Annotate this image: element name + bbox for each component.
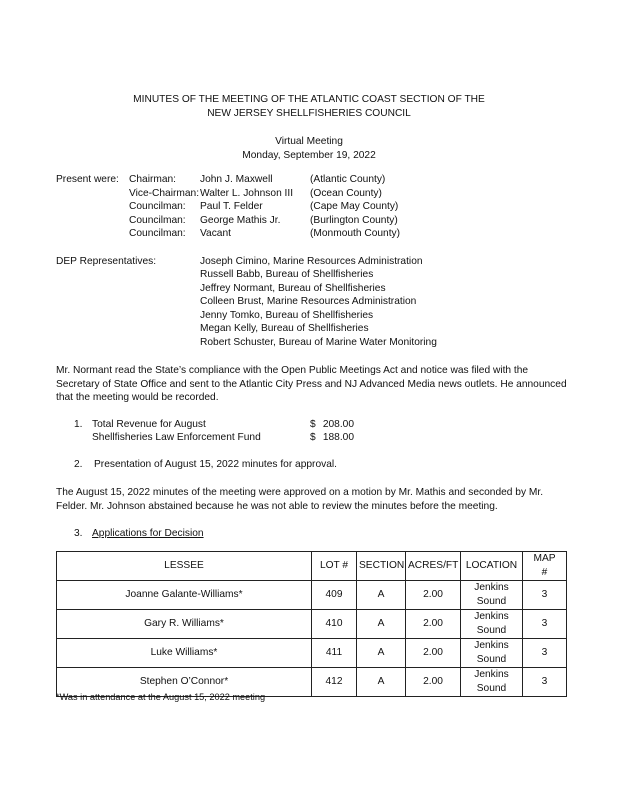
header-map (523, 552, 567, 581)
dep-rep: Robert Schuster, Bureau of Marine Water Monitoring (200, 337, 437, 348)
cell-section: A (357, 668, 406, 697)
fund-value: 188.00 (322, 432, 354, 443)
header-acres: ACRES/FT (406, 552, 461, 581)
dep-rep: Jeffrey Normant, Bureau of Shellfisheries (200, 283, 386, 294)
cell-lot: 409 (312, 581, 357, 610)
cell-map: 3 (523, 581, 567, 610)
dep-rep: Joseph Cimino, Marine Resources Administration (200, 256, 423, 267)
revenue-label: Total Revenue for August (92, 419, 206, 430)
dep-label: DEP Representatives: (56, 256, 157, 267)
member-county: (Burlington County) (310, 215, 398, 226)
cell-lot: 410 (312, 610, 357, 639)
cell-map: 3 (523, 668, 567, 697)
cell-location (461, 581, 523, 610)
member-name: Paul T. Felder (200, 201, 263, 212)
member-name: Vacant (200, 228, 231, 239)
document-title-line-1: MINUTES OF THE MEETING OF THE ATLANTIC COAST SECTION OF THE (133, 94, 485, 105)
fund-label: Shellfisheries Law Enforcement Fund (92, 432, 261, 443)
applications-table (56, 551, 567, 697)
currency-symbol: $ (310, 432, 316, 443)
location-line: Jenkins (474, 582, 509, 593)
table-row (57, 639, 567, 668)
cell-lessee: Gary R. Williams* (57, 610, 312, 639)
header-lessee: LESSEE (57, 552, 312, 581)
table-row (57, 610, 567, 639)
paragraph-open-meetings-line: that the meeting would be recorded. (56, 392, 219, 403)
cell-acres: 2.00 (406, 639, 461, 668)
location-line: Sound (476, 596, 507, 607)
dep-rep: Colleen Brust, Marine Resources Administration (200, 296, 417, 307)
member-name: Walter L. Johnson III (200, 188, 294, 199)
cell-lessee: Stephen O’Connor* (57, 668, 312, 697)
member-county: (Monmouth County) (310, 228, 401, 239)
cell-section: A (357, 581, 406, 610)
cell-location (461, 668, 523, 697)
table-row (57, 581, 567, 610)
member-county: (Cape May County) (310, 201, 399, 212)
header-section: SECTION (357, 552, 406, 581)
item-number: 3. (74, 528, 83, 539)
header-lot: LOT # (312, 552, 357, 581)
table-header-row (57, 552, 567, 581)
cell-acres: 2.00 (406, 581, 461, 610)
paragraph-open-meetings-line: Secretary of State Office and sent to the Atlantic City Press and NJ Advanced Media news outlets. He announced (56, 379, 567, 390)
cell-acres: 2.00 (406, 610, 461, 639)
minutes-presentation-text: Presentation of August 15, 2022 minutes for approval. (94, 459, 337, 470)
cell-section: A (357, 610, 406, 639)
header-map-line: # (541, 567, 548, 578)
document-title-line-2: NEW JERSEY SHELLFISHERIES COUNCIL (207, 108, 411, 119)
applications-heading: Applications for Decision (92, 528, 204, 539)
cell-map: 3 (523, 639, 567, 668)
present-label: Present were: (56, 174, 119, 185)
location-line: Sound (476, 654, 507, 665)
paragraph-minutes-approval-line: Felder. Mr. Johnson abstained because he was not able to review the minutes before the meeting. (56, 501, 498, 512)
member-role: Chairman: (129, 174, 176, 185)
meeting-type: Virtual Meeting (275, 136, 343, 147)
cell-lot: 411 (312, 639, 357, 668)
member-name: John J. Maxwell (200, 174, 273, 185)
location-line: Sound (476, 625, 507, 636)
header-map-line: MAP (533, 553, 556, 564)
footnote: *Was in attendance at the August 15, 2022 meeting (56, 692, 266, 702)
member-role: Councilman: (129, 228, 186, 239)
member-role: Vice-Chairman: (129, 188, 200, 199)
member-county: (Ocean County) (310, 188, 382, 199)
location-line: Jenkins (474, 640, 509, 651)
item-number: 2. (74, 459, 83, 470)
revenue-value: 208.00 (322, 419, 354, 430)
cell-location (461, 610, 523, 639)
currency-symbol: $ (310, 419, 316, 430)
cell-lessee: Joanne Galante-Williams* (57, 581, 312, 610)
meeting-date: Monday, September 19, 2022 (242, 150, 376, 161)
location-line: Jenkins (474, 669, 509, 680)
cell-acres: 2.00 (406, 668, 461, 697)
header-location: LOCATION (461, 552, 523, 581)
dep-rep: Russell Babb, Bureau of Shellfisheries (200, 269, 374, 280)
cell-lessee: Luke Williams* (57, 639, 312, 668)
member-county: (Atlantic County) (310, 174, 386, 185)
dep-rep: Megan Kelly, Bureau of Shellfisheries (200, 323, 369, 334)
member-role: Councilman: (129, 201, 186, 212)
cell-location (461, 639, 523, 668)
member-role: Councilman: (129, 215, 186, 226)
cell-map: 3 (523, 610, 567, 639)
item-number: 1. (74, 419, 83, 430)
cell-section: A (357, 639, 406, 668)
dep-rep: Jenny Tomko, Bureau of Shellfisheries (200, 310, 374, 321)
paragraph-open-meetings-line: Mr. Normant read the State’s compliance with the Open Public Meetings Act and notice was filed with the (56, 365, 529, 376)
cell-lot: 412 (312, 668, 357, 697)
location-line: Sound (476, 683, 507, 694)
location-line: Jenkins (474, 611, 509, 622)
paragraph-minutes-approval-line: The August 15, 2022 minutes of the meeting were approved on a motion by Mr. Mathis and seconded by Mr. (56, 487, 544, 498)
member-name: George Mathis Jr. (200, 215, 281, 226)
